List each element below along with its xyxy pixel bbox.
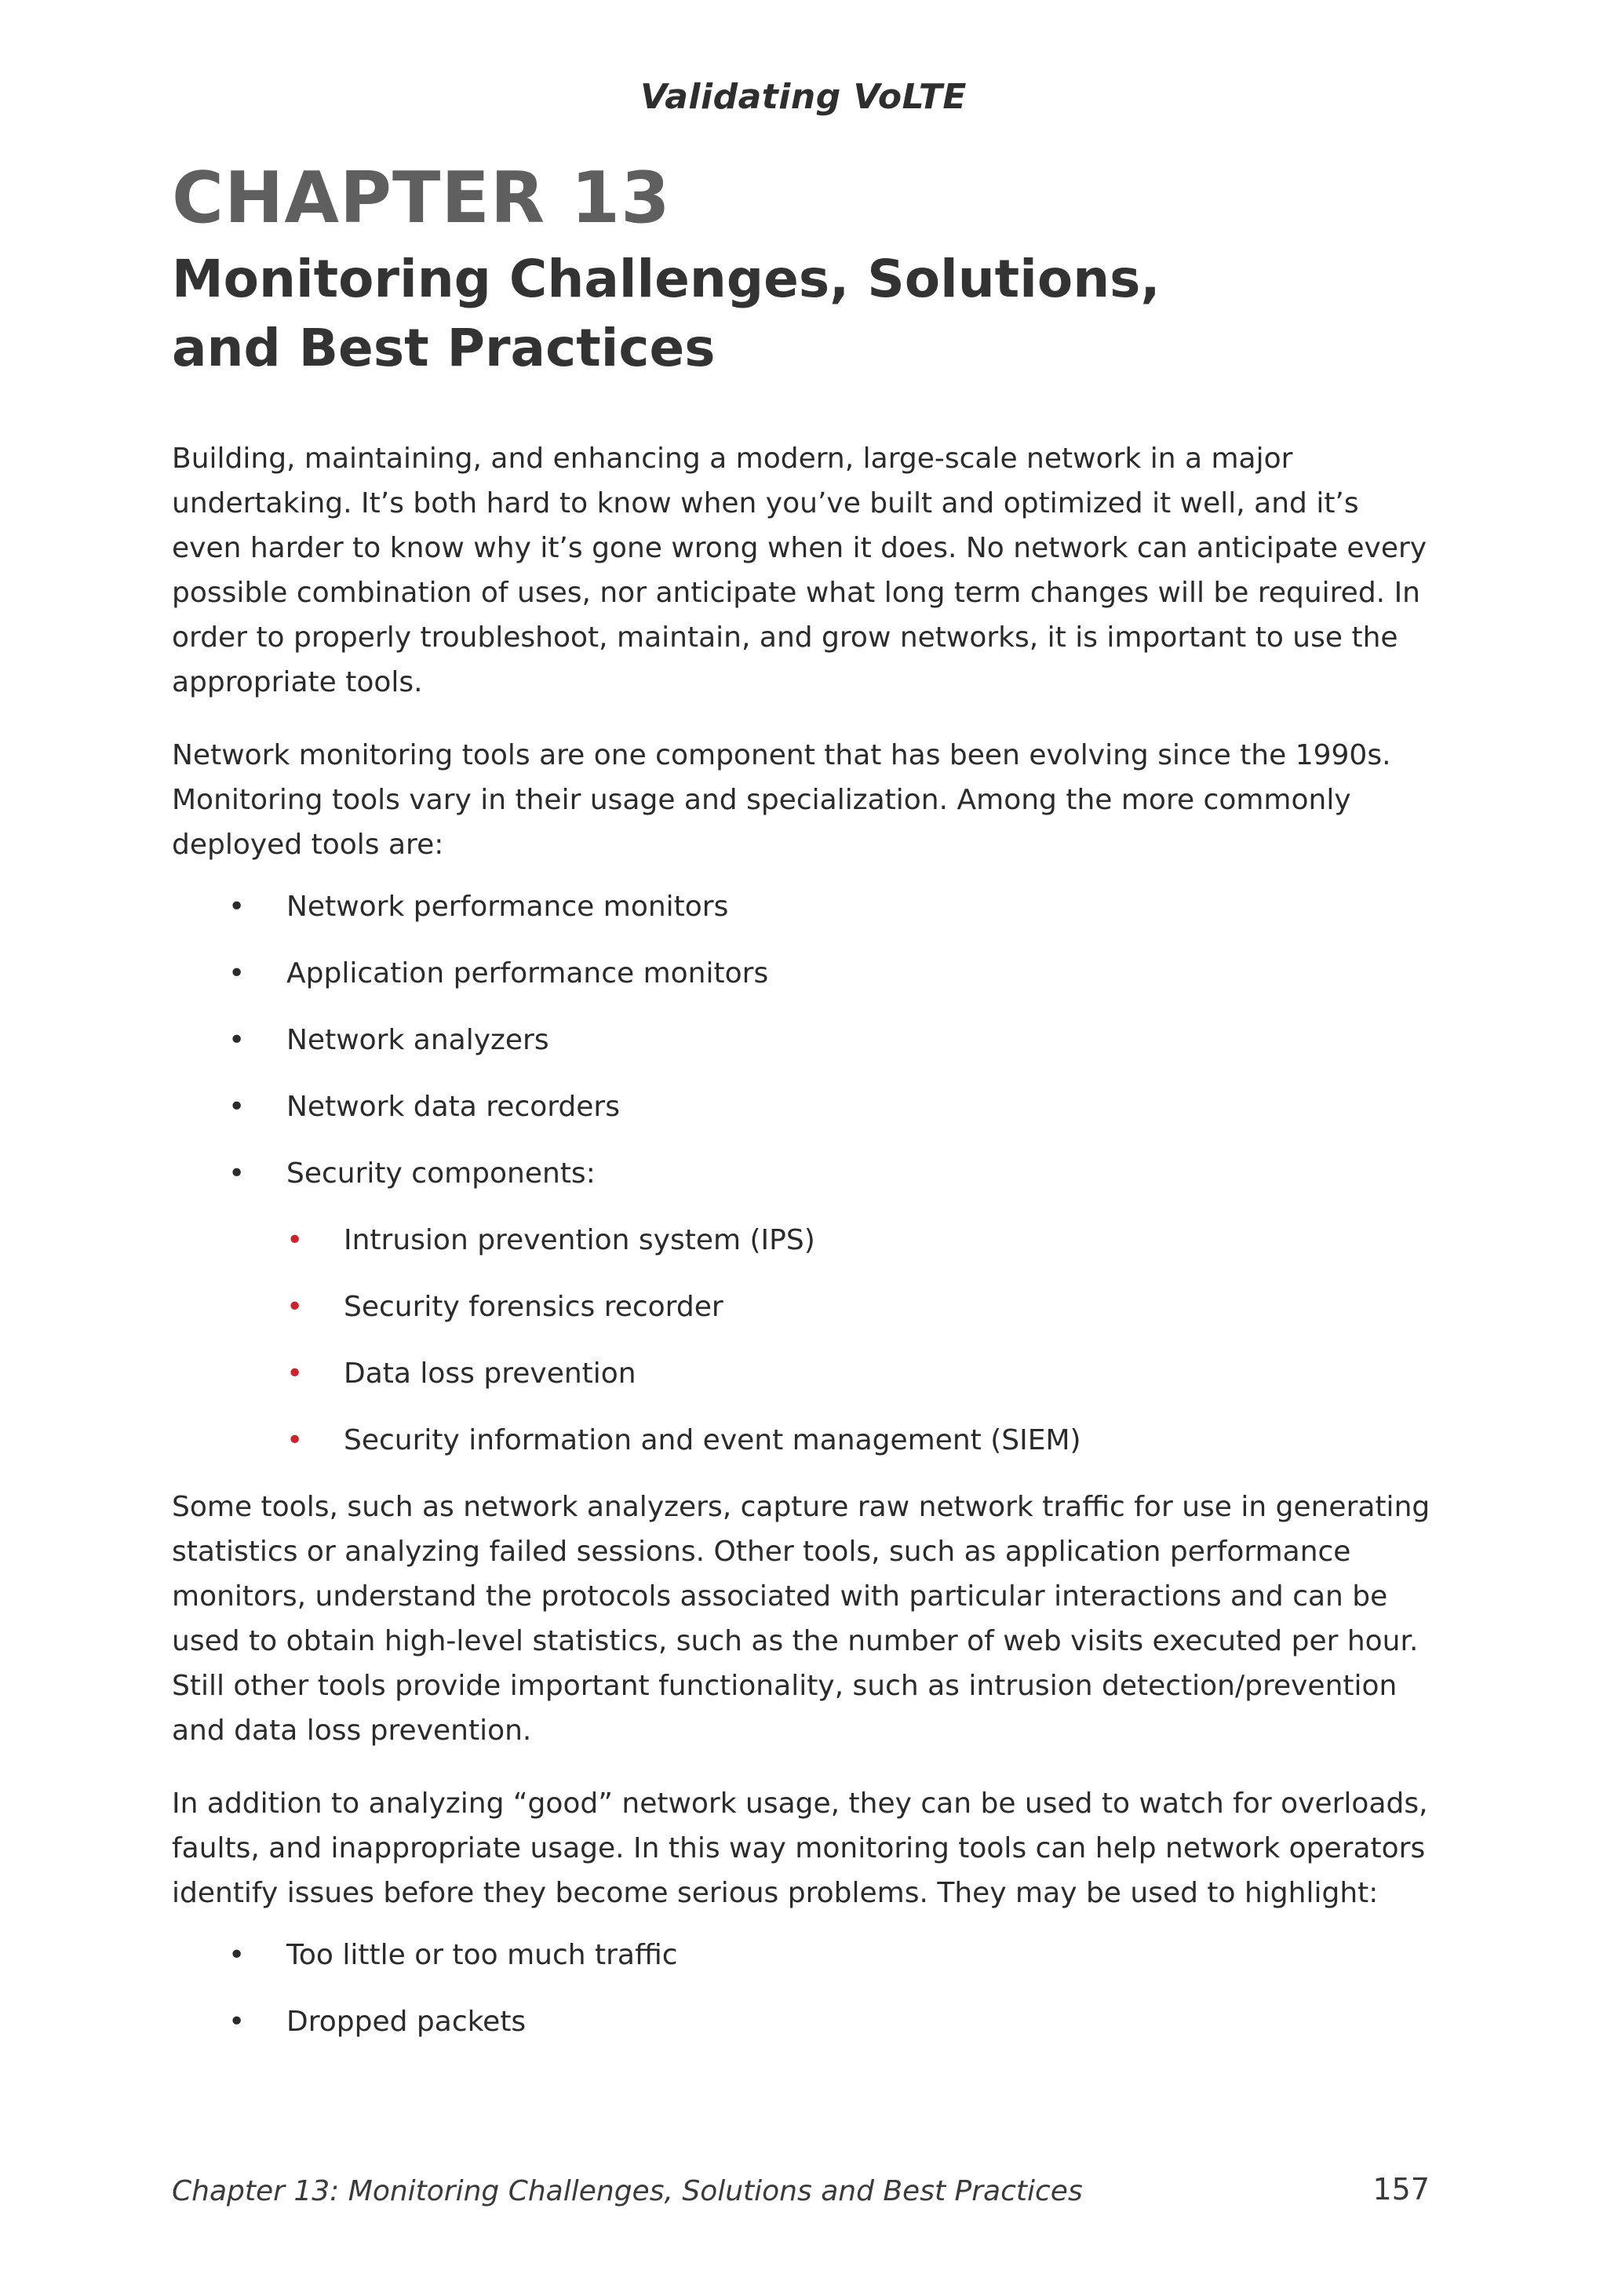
tools-list <box>172 884 1435 1463</box>
paragraph: Network monitoring tools are one component that has been evolving since the 1990s. Monitoring tools vary in their usage and specialization. Among the more commonly deployed tools are: <box>172 739 1391 861</box>
page-number: 157 <box>1372 2172 1430 2207</box>
chapter-title: Monitoring Challenges, Solutions, and Best Practices <box>172 249 1161 378</box>
running-header-title: Validating VoLTE <box>640 77 967 117</box>
security-sublist <box>172 1218 1435 1463</box>
list-item: • Too little or too much traffic <box>172 1933 1435 1977</box>
highlight-list <box>172 1933 1435 2044</box>
paragraph: Some tools, such as network analyzers, capture raw network traffic for use in generating statistics or analyzing failed sessions. Other tools, such as application performance monitors, understand the protocols associated with particular interactions and can be used to obtain high-level statistics, such as the number of web visits executed per hour. Still other tools provide important functionality, such as intrusion detection/prevention and data loss prevention. <box>172 1491 1430 1747</box>
list-item: • Dropped packets <box>172 1999 1435 2044</box>
sublist-item: • Data loss prevention <box>172 1351 1435 1396</box>
sublist-item: • Security information and event management (SIEM) <box>172 1418 1435 1463</box>
list-item: • Network data recorders <box>172 1084 1435 1129</box>
list-item-security <box>172 1151 1435 1463</box>
sublist-item: • Intrusion prevention system (IPS) <box>172 1218 1435 1263</box>
body-content <box>172 436 1435 2066</box>
list-item: • Network performance monitors <box>172 884 1435 929</box>
list-item: • Application performance monitors <box>172 951 1435 996</box>
paragraph: In addition to analyzing “good” network usage, they can be used to watch for overloads, faults, and inappropriate usage. In this way monitoring tools can help network operators identify issues before they become serious problems. They may be used to highlight: <box>172 1788 1428 1909</box>
list-item-label: Security components: <box>286 1157 596 1190</box>
chapter-number: CHAPTER 13 <box>172 157 671 239</box>
sublist-item: • Security forensics recorder <box>172 1285 1435 1329</box>
list-item: • Network analyzers <box>172 1018 1435 1062</box>
paragraph: Building, maintaining, and enhancing a modern, large-scale network in a major undertaking. It’s both hard to know when you’ve built and optimized it well, and it’s even harder to know why it’s gone wrong when it does. No network can anticipate every possible combination of uses, nor anticipate what long term changes will be required. In order to properly troubleshoot, maintain, and grow networks, it is important to use the appropriate tools. <box>172 443 1427 698</box>
footer-chapter-title: Chapter 13: Monitoring Challenges, Solutions and Best Practices <box>172 2175 1083 2207</box>
